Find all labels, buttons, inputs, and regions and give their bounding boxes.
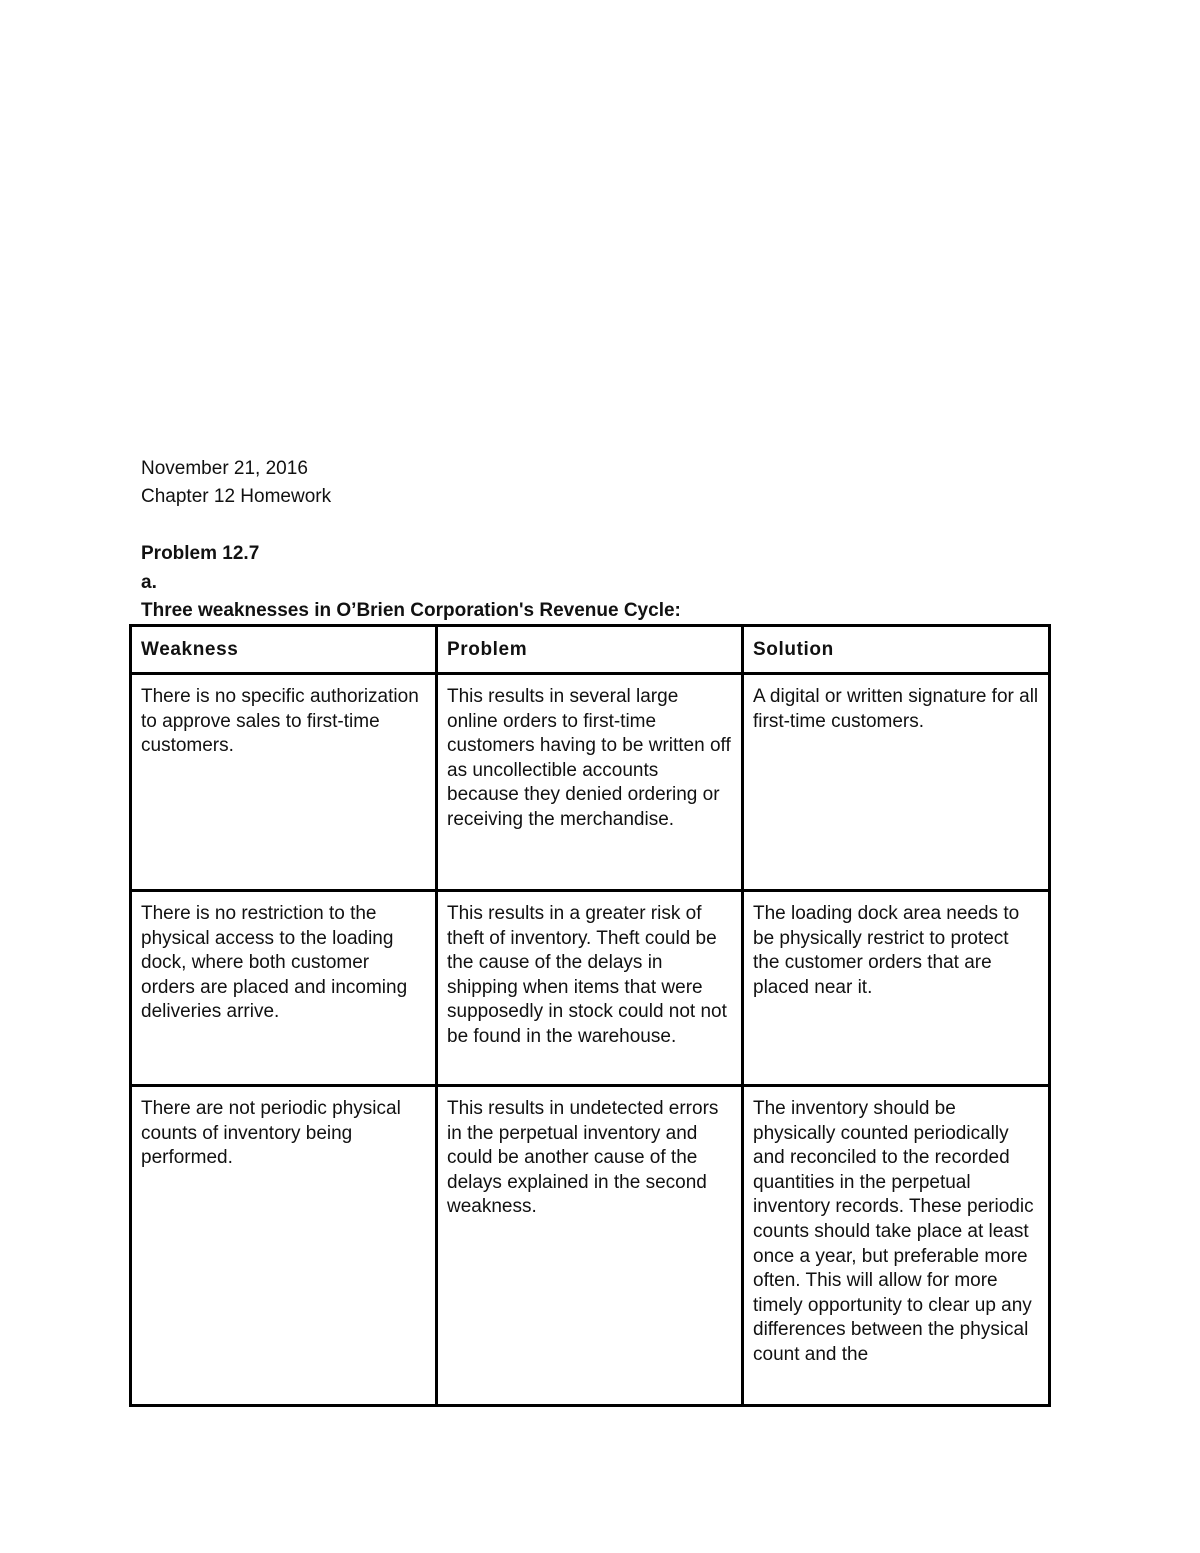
weakness-cell (131, 674, 437, 891)
problem-label: Problem 12.7 (141, 543, 260, 564)
solution-cell (743, 674, 1050, 891)
problem-cell (437, 891, 743, 1086)
column-header-problem: Problem (437, 626, 743, 674)
document-header (141, 455, 331, 511)
table-row (131, 1086, 1050, 1406)
problem-heading: Three weaknesses in O’Brien Corporation's Revenue Cycle: (141, 600, 681, 621)
table-header-row (131, 626, 1050, 674)
problem-text: This results in a greater risk of theft of inventory. Theft could be the cause of the delays in shipping when items that were supposedly in stock could not not be found in the warehouse. (447, 903, 727, 1047)
problem-cell (437, 674, 743, 891)
problem-text: This results in several large online orders to first-time customers having to be written off as uncollectible accounts because they denied ordering or receiving the merchandise. (447, 686, 731, 830)
solution-text: The loading dock area needs to be physically restrict to protect the customer orders that are placed near it. (753, 903, 1020, 998)
solution-cell (743, 1086, 1050, 1406)
document-date: November 21, 2016 (141, 458, 308, 479)
problem-cell (437, 1086, 743, 1406)
problem-part: a. (141, 571, 157, 593)
column-header-solution: Solution (743, 626, 1050, 674)
solution-text: A digital or written signature for all first-time customers. (753, 686, 1039, 732)
solution-cell (743, 891, 1050, 1086)
column-header-weakness: Weakness (131, 626, 437, 674)
weakness-cell (131, 891, 437, 1086)
problem-heading-block (141, 540, 681, 626)
weakness-text: There is no restriction to the physical access to the loading dock, where both customer orders are placed and incoming deliveries arrive. (141, 903, 408, 1023)
weaknesses-table (129, 624, 1051, 1407)
problem-text: This results in undetected errors in the perpetual inventory and could be another cause of the delays explained in the second weakness. (447, 1098, 719, 1218)
weakness-text: There is no specific authorization to approve sales to first-time customers. (141, 686, 419, 757)
table-row (131, 891, 1050, 1086)
weakness-text: There are not periodic physical counts of inventory being performed. (141, 1098, 401, 1169)
table-row (131, 674, 1050, 891)
weakness-cell (131, 1086, 437, 1406)
solution-text: The inventory should be physically counted periodically and reconciled to the recorded quantities in the perpetual inventory records. These periodic counts should take place at least once a year, but preferable more often. This will allow for more timely opportunity to clear up any differences between the physical count and the (753, 1098, 1034, 1365)
document-title: Chapter 12 Homework (141, 486, 332, 507)
